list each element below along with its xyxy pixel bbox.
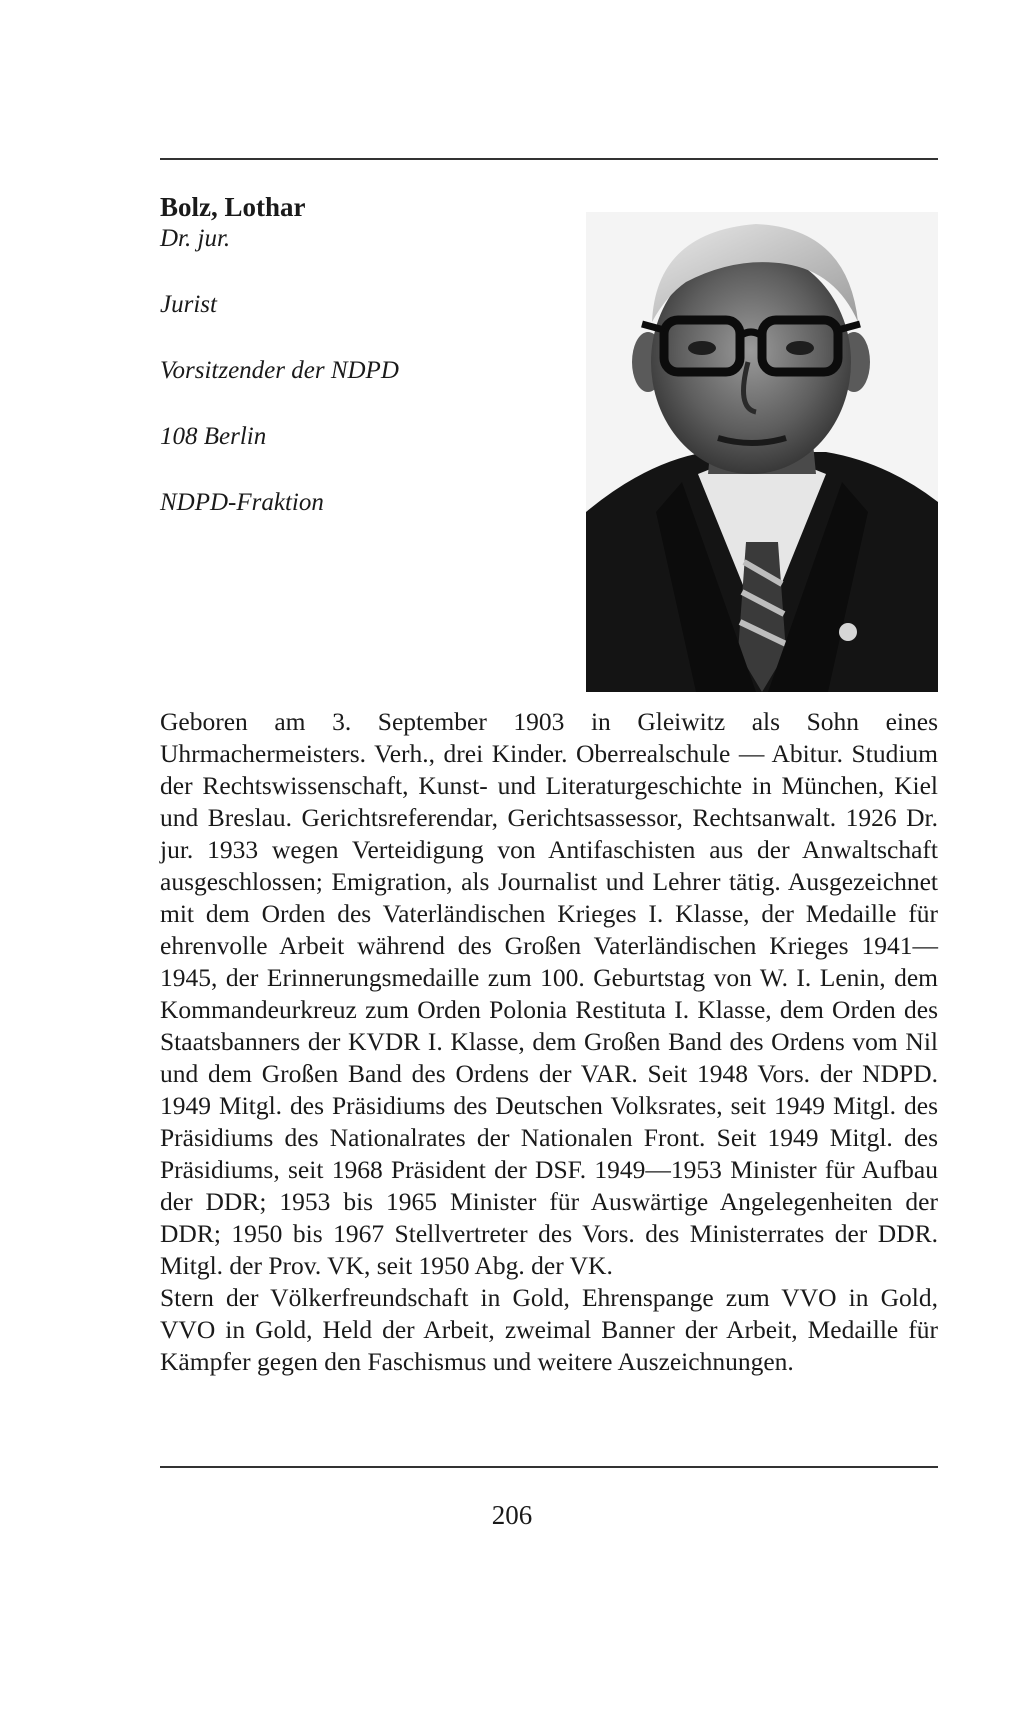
entry-header <box>160 190 580 518</box>
faction: NDPD-Fraktion <box>160 489 324 516</box>
person-name: Bolz, Lothar <box>160 192 306 222</box>
portrait-photo <box>586 212 938 692</box>
bottom-rule <box>160 1466 938 1468</box>
page-number: 206 <box>491 1500 533 1530</box>
profession: Jurist <box>160 291 217 318</box>
academic-degree: Dr. jur. <box>160 225 231 252</box>
top-rule <box>160 158 938 160</box>
portrait-illustration <box>586 212 938 692</box>
biography <box>160 706 938 1378</box>
position: Vorsitzender der NDPD <box>160 357 399 384</box>
city: 108 Berlin <box>160 423 267 450</box>
biography-paragraph: Geboren am 3. September 1903 in Gleiwitz als Sohn eines Uhrmachermeisters. Verh., drei Kinder. Oberrealschule — Abitur. Studium der Rechtswissenschaft, Kunst- und Literaturgeschichte in München, Kiel und Breslau. Gerichtsreferendar, Gerichtsassessor, Rechtsanwalt. 1926 Dr. jur. 1933 wegen Verteidigung von Antifaschisten aus der Anwaltschaft ausgeschlossen; Emigration, als Journalist und Lehrer tätig. Ausgezeichnet mit dem Orden des Vaterländischen Krieges I. Klasse, der Medaille für ehrenvolle Arbeit während des Großen Vaterländischen Krieges 1941—1945, der Erinnerungsmedaille zum 100. Geburtstag von W. I. Lenin, dem Kommandeurkreuz zum Orden Polonia Restituta I. Klasse, dem Orden des Staatsbanners der KVDR I. Klasse, dem Großen Band des Ordens vom Nil und dem Großen Band des Ordens der VAR. Seit 1948 Vors. der NDPD. 1949 Mitgl. des Präsidiums des Deutschen Volksrates, seit 1949 Mitgl. des Präsidiums des Nationalrates der Nationalen Front. Seit 1949 Mitgl. des Präsidiums, seit 1968 Präsident der DSF. 1949—1953 Minister für Aufbau der DDR; 1953 bis 1965 Minister für Auswärtige Angelegenheiten der DDR; 1950 bis 1967 Stellvertreter des Vors. des Ministerrates der DDR. Mitgl. der Prov. VK, seit 1950 Abg. der VK. <box>160 707 938 1280</box>
biography-paragraph-awards: Stern der Völkerfreundschaft in Gold, Ehrenspange zum VVO in Gold, VVO in Gold, Held der Arbeit, zweimal Banner der Arbeit, Medaille für Kämpfer gegen den Faschismus und weitere Auszeichnungen. <box>160 1283 938 1376</box>
